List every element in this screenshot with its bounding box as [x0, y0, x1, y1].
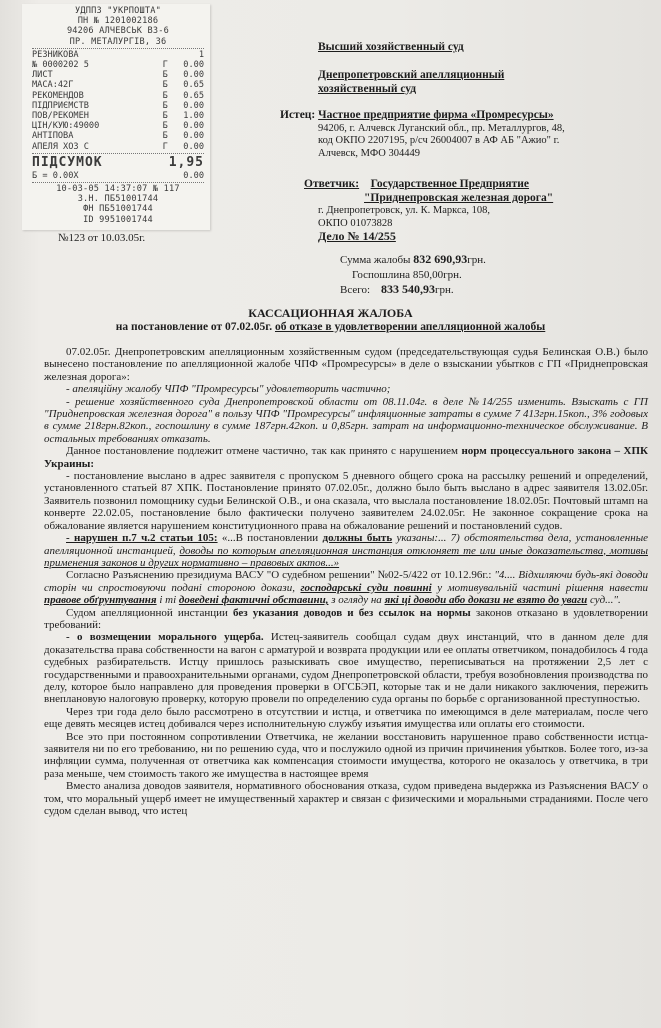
- p6-b: без указания доводов и без ссылок на нормы: [233, 606, 471, 619]
- p5-g: доведені фактичні обставини,: [178, 594, 329, 607]
- receipt-item-flag: Б: [162, 70, 168, 81]
- receipt-item-row: [32, 80, 204, 90]
- receipt-item-code: МАСА:42Г: [32, 80, 74, 91]
- paragraph-2: [44, 445, 648, 470]
- paragraph-8: Через три года дело было рассмотрено в отсутствии и истца, и ответчика по имеющимся в деле материалам, после чего еще девять месяцев истец добивался через исполнительную службу изъятия имущества или оплаты его стоимости.: [44, 705, 648, 731]
- receipt-item-row: [32, 91, 204, 101]
- receipt-item-flag: Б: [162, 80, 168, 91]
- plaintiff-address-1: 94206, г. Алчевск Луганский обл., пр. Металлургов, 48,: [318, 122, 565, 134]
- receipt-item-right: [163, 121, 204, 131]
- receipt-item-flag: Б: [162, 100, 168, 111]
- receipt-vat-value: 0.00: [183, 170, 204, 181]
- receipt-item-flag: Б: [162, 111, 168, 122]
- paragraph-2-law: норм процессуального закона – ХПК Украины:: [44, 445, 649, 470]
- receipt-item-code: ПОВ/РЕКОМЕН: [32, 111, 89, 122]
- p5-i: які ці доводи або докази не взято до уваги: [384, 594, 588, 607]
- complaint-sum-row: [340, 252, 486, 268]
- p5-h: з огляду на: [331, 594, 382, 607]
- receipt-item-row: [32, 60, 204, 70]
- paragraph-3: - постановление выслано в адрес заявителя с пропуском 5 дневного общего срока на рассылку решений и определений, установленного статьей 87 ХПК. Постановление принято 07.02.05г., должно было быть выслано в адрес заявителя 13.02.05г. Заявитель позвонил помощнику судьи Белинской О.В., и она сказала, что выслала постановление 18.02.05г. Почтовый штамп на конверте 22.02.05, постановление было фактически получено заявителем 24.02.05г. Не законное сокращение срока на обжалование является нарушением конституционного права на обжалование решений и постановлений судов.: [44, 470, 648, 532]
- court-line-2: Днепропетровский апелляционный: [318, 69, 505, 81]
- postal-receipt: [22, 4, 210, 230]
- receipt-item-code: ЛИСТ: [32, 70, 53, 81]
- receipt-footer-1: 10-03-05 14:37:07 № 117: [56, 184, 180, 195]
- p4-d: указаны:... 7) обстоятельства дела, установленные апелляционной инстанцией,: [44, 532, 649, 557]
- receipt-item-amount: 0.00: [183, 60, 204, 71]
- violation-article-105: - нарушен п.7 ч.2 статьи 105:: [66, 532, 218, 545]
- p4-c: должны быть: [322, 532, 393, 545]
- total-unit: грн.: [435, 284, 454, 296]
- quote-2: - решение хозяйственного суда Днепропетровской области от 08.11.04г. в деле №14/255 изменить. Взыскать с ГП "Приднепровская железная дорога" в пользу ЧПФ "Промресурсы" инфляционные затраты в сумме 7 413грн.15коп., 3% годовых в сумме 218грн.82коп., госпошлину в сумме 187грн.42коп. и 0,85грн. затрат на информационно-техническое обслуживание. В остальных требованиях отказать.: [44, 395, 648, 445]
- p5-j: суд...".: [589, 594, 621, 607]
- receipt-recipient-row: [32, 50, 204, 60]
- receipt-recipient: РЕЗНИКОВА: [32, 49, 79, 60]
- plaintiff-block: [280, 109, 650, 160]
- paragraph-9: Все это при постоянном сопротивлении Ответчика, не желании восстановить нарушенное право собственности истца-заявителя ни по его требованию, ни по решению суда, что и послужило одной из причин причинения убытков. Более того, из-за инфляции сумма, полученная от ответчика как компенсация стоимости имущества, которого не оказалось у ответчика, в три раза меньше, чем стоимость такого же имущества в настоящее время: [44, 730, 648, 780]
- p5-a: Согласно Разъяснению президиума ВАСУ "О судебном решении" №02-5/422 от 10.12.96г.:: [66, 569, 492, 582]
- receipt-item-amount: 0.00: [183, 70, 204, 81]
- receipt-item-row: [32, 131, 204, 141]
- claim-sums: [340, 252, 486, 298]
- receipt-item-right: [163, 131, 204, 141]
- paragraph-6: [44, 607, 648, 632]
- p7-a: - о возмещении морального ущерба.: [66, 631, 264, 644]
- receipt-items: [32, 60, 204, 152]
- receipt-divider: [32, 182, 204, 183]
- receipt-footer-2: З.Н. ПБ51001744: [77, 194, 159, 205]
- receipt-vat: Б = 0.00Х: [32, 170, 79, 181]
- receipt-divider: [32, 153, 204, 154]
- document-title: КАССАЦИОННАЯ ЖАЛОБА: [248, 306, 413, 320]
- receipt-vat-row: [32, 171, 204, 181]
- receipt-item-amount: 0.65: [183, 80, 204, 91]
- paragraph-5: [44, 569, 648, 606]
- plaintiff-name: Частное предприятие фирма «Промресурсы»: [318, 109, 554, 121]
- receipt-item-amount: 0.00: [183, 131, 204, 142]
- receipt-item-amount: 0.00: [183, 100, 204, 111]
- p4-e: доводы по которым апелляционная инстанция отклоняет те или иные доказательства, мотивы применения законов и других нормативно – правовых актов...»: [44, 544, 648, 569]
- receipt-item-code: АПЕЛЯ ХОЗ С: [32, 141, 89, 152]
- receipt-item-amount: 0.00: [183, 141, 204, 152]
- p5-e: правове обґрунтування: [44, 594, 157, 607]
- paragraph-10: Вместо анализа доводов заявителя, нормативного обоснования отказа, судом приведена выдержка из Разъяснения ВАСУ о том, что моральный ущерб имеет не имущественный характер и связан с физическими и моральными страданиями. После чего судом сделан вывод, что истец: [44, 780, 648, 818]
- paragraph-1: 07.02.05г. Днепропетровским апелляционным хозяйственным судом (председательствующая судья Белинская О.В.) было вынесено постановление по апелляционной жалобе ЧПФ «Промресурсы» в деле о взыскании убытков с ГП «Приднепровская железная дорога»:: [44, 346, 648, 383]
- subtitle-prefix: на постановление от 07.02.05г.: [115, 321, 273, 333]
- receipt-total-label: ПІДСУМОК: [32, 154, 103, 170]
- complaint-sum-value: 832 690,93: [413, 252, 468, 266]
- receipt-item-code: ЦІН/КУЮ:49000: [32, 121, 100, 132]
- receipt-item-amount: 0.00: [183, 121, 204, 132]
- receipt-item-right: [163, 80, 204, 90]
- complaint-body: [44, 346, 648, 817]
- p5-c: господарські суди повинні: [300, 581, 432, 594]
- receipt-footer-4: ID 9951001744: [83, 214, 153, 225]
- defendant-address-1: г. Днепропетровск, ул. К. Маркса, 108,: [318, 205, 491, 216]
- receipt-item-code: № 0000202 5: [32, 60, 89, 71]
- receipt-item-row: [32, 142, 204, 152]
- case-number: Дело № 14/255: [318, 229, 396, 243]
- total-row: [340, 282, 486, 298]
- receipt-item-flag: Б: [162, 121, 168, 132]
- receipt-total-value: 1,95: [168, 154, 204, 170]
- receipt-item-amount: 1.00: [183, 111, 204, 122]
- quote-1: - апеляційну жалобу ЧПФ "Промресурсы" удовлетворить частично;: [66, 383, 391, 396]
- fee-value: 850,00грн.: [412, 268, 462, 281]
- court-addressees: [318, 40, 504, 96]
- receipt-item-row: [32, 101, 204, 111]
- receipt-item-code: ПІДПРИЄМСТВ: [32, 100, 89, 111]
- receipt-item-right: [163, 101, 204, 111]
- paragraph-7: [44, 631, 648, 705]
- receipt-item-code: РЕКОМЕНДОВ: [32, 90, 84, 101]
- p6-a: Судом апелляционной инстанции: [66, 606, 228, 619]
- receipt-footer-3: ФН ПБ51001744: [83, 204, 153, 215]
- receipt-item-right: [163, 111, 204, 121]
- fee-row: [340, 268, 486, 283]
- paragraph-2-text: Данное постановление подлежит отмене частично, так как принято с нарушением: [66, 445, 458, 458]
- defendant-address-2: ОКПО 01073828: [318, 217, 393, 229]
- plaintiff-address-3: Алчевск, МФО 304449: [318, 147, 421, 159]
- receipt-item-right: [163, 70, 204, 80]
- receipt-recipient-qty: 1: [198, 49, 204, 60]
- receipt-item-flag: Г: [162, 60, 168, 71]
- receipt-item-flag: Б: [162, 131, 168, 142]
- p4-b: «...В постановлении: [221, 532, 319, 545]
- paragraph-4: [44, 532, 648, 569]
- court-line-3: хозяйственный суд: [318, 83, 417, 95]
- receipt-header-2: ПН № 1201002186: [77, 16, 159, 27]
- receipt-divider: [32, 48, 204, 49]
- document-subtitle: [0, 321, 661, 333]
- receipt-item-right: [163, 60, 204, 70]
- receipt-item-flag: Б: [162, 90, 168, 101]
- receipt-header-3: 94206 АЛЧЕВСЬК В3-6: [66, 26, 170, 37]
- receipt-item-amount: 0.65: [183, 90, 204, 101]
- receipt-number-note: №123 от 10.03.05г.: [58, 232, 146, 244]
- defendant-name-1: Государственное Предприятие: [370, 178, 530, 190]
- p5-f: і ті: [159, 594, 177, 607]
- receipt-item-row: [32, 121, 204, 131]
- defendant-label: Ответчик:: [304, 178, 360, 190]
- p5-b: "4.... Відхиляючи будь-які доводи сторін чи спростовуючи подані стороною докази,: [44, 569, 648, 594]
- receipt-header-1: УДППЗ "УКРПОШТА": [75, 6, 161, 16]
- complaint-sum-label: Сумма жалобы: [340, 254, 411, 266]
- receipt-header-4: ПР. МЕТАЛУРГІВ, 36: [69, 36, 167, 47]
- plaintiff-label: Истец:: [280, 109, 316, 121]
- defendant-name-2: "Приднепровская железная дорога": [364, 191, 554, 204]
- p7-b: Истец-заявитель сообщал судам двух инстанций, что в данном деле для доказательства права собственности на вагон с арматурой и возврата продукции или ее оплаты ответчиком, понадобилось 4 года судебных разбирательств. Истцу пришлось разыскивать свое имущество, переписываться на протяжении 2,5 лет с государственными и правоохранительными органами, судом Днепропетровской области, требуя возобновления производства по делу, которое было направлено для проведения проверки в ОГСБЭП, которые так и не дали никакого заключения, пережить внеплановую налоговую проверку, которую провели по определению суда органы по борьбе с организованной преступностью.: [44, 631, 649, 706]
- plaintiff-address-2: код ОКПО 2207195, р/сч 26004007 в АФ АБ "Ажио" г.: [318, 135, 560, 146]
- receipt-item-right: [163, 91, 204, 101]
- receipt-item-right: [163, 142, 204, 152]
- receipt-item-row: [32, 111, 204, 121]
- p5-d: у мотивувальній частині рішення навести: [437, 581, 649, 594]
- receipt-total-row: [32, 155, 204, 171]
- fee-label: Госпошлина: [352, 268, 411, 281]
- defendant-block: [304, 178, 654, 244]
- complaint-sum-unit: грн.: [467, 254, 486, 266]
- subtitle-suffix: об отказе в удовлетворении апелляционной жалобы: [274, 321, 546, 333]
- receipt-item-code: АНТІПОВА: [32, 131, 74, 142]
- p6-c: законов отказано в удовлетворении требований:: [44, 606, 649, 631]
- receipt-item-flag: Г: [162, 141, 168, 152]
- total-value: 833 540,93: [381, 282, 436, 296]
- total-label: Всего:: [340, 284, 371, 296]
- receipt-item-row: [32, 70, 204, 80]
- court-line-1: Высший хозяйственный суд: [318, 41, 464, 53]
